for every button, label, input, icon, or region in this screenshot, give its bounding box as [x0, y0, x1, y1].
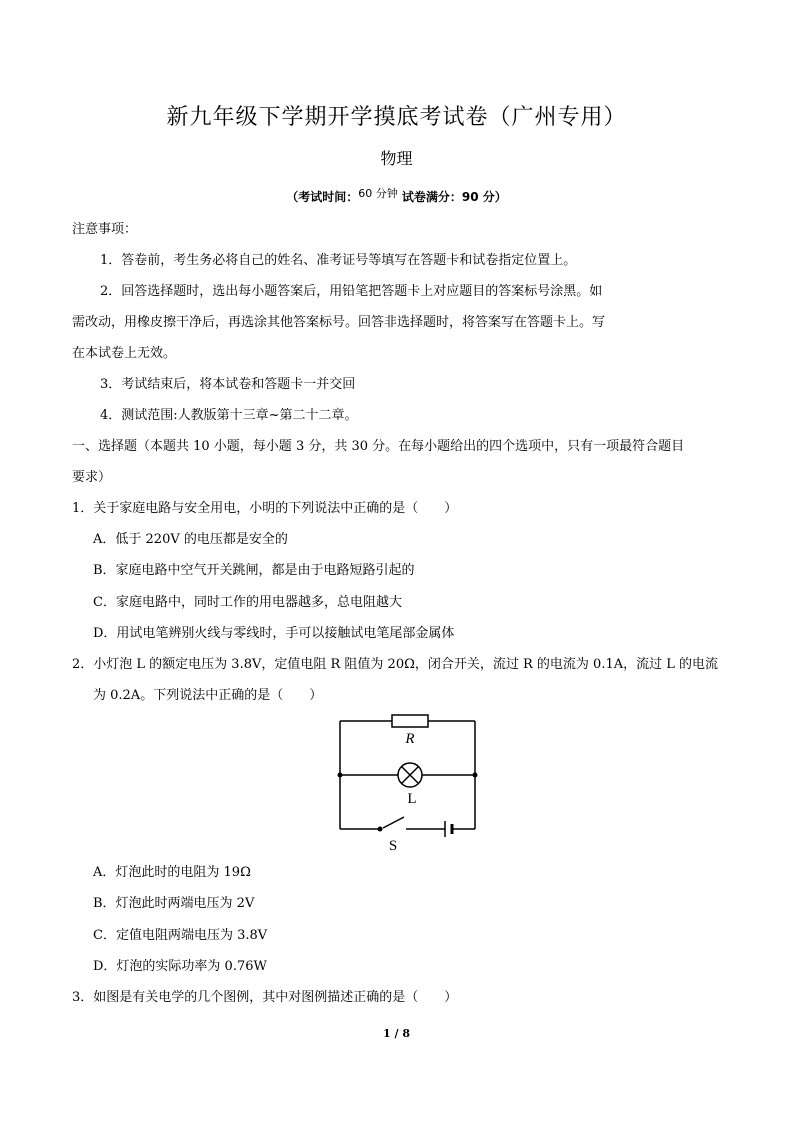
resistor-label: R: [405, 731, 415, 747]
exam-time: 60 分钟: [358, 187, 398, 200]
notice-line-2-end: 在本试卷上无效。: [72, 346, 177, 361]
page-title: 新九年级下学期开学摸底考试卷（广州专用）: [166, 105, 627, 130]
exam-meta: [0, 185, 793, 205]
notice-line-2-cont: 需改动，用橡皮擦干净后，再选涂其他答案标号。回答非选择题时，将答案写在答题卡上。写: [72, 315, 606, 330]
question-2-option-b: B．灯泡此时两端电压为 2V: [93, 896, 255, 911]
section-heading-cont: 要求）: [72, 470, 112, 485]
subject-title: 物理: [380, 149, 413, 168]
junction-right: [473, 773, 478, 778]
notice-line-4: 4．测试范围:人教版第十三章~第二十二章。: [100, 408, 358, 423]
question-2-option-a: A．灯泡此时的电阻为 19Ω: [93, 865, 251, 880]
notice-line-3: 3．考试结束后，将本试卷和答题卡一并交回: [100, 377, 356, 392]
question-1-option-c: C．家庭电路中，同时工作的用电器越多，总电阻越大: [93, 595, 402, 610]
exam-meta-prefix: （考试时间：: [286, 190, 359, 204]
resistor-symbol: [392, 715, 428, 727]
circuit-diagram: [330, 708, 490, 858]
question-1-stem: 1．关于家庭电路与安全用电，小明的下列说法中正确的是（ ）: [72, 501, 458, 516]
question-2-stem: 2．小灯泡 L 的额定电压为 3.8V，定值电阻 R 阻值为 20Ω，闭合开关，流过 R 的电流为 0.1A，流过 L 的电流: [72, 657, 719, 672]
page-number: 1 / 8: [383, 1027, 410, 1040]
switch-label: S: [388, 838, 398, 854]
question-1-option-a: A．低于 220V 的电压都是安全的: [93, 532, 288, 547]
question-2-stem-cont: 为 0.2A。下列说法中正确的是（ ）: [93, 688, 323, 703]
lamp-label: L: [407, 791, 417, 807]
switch-blade: [383, 817, 404, 828]
notice-line-1: 1．答卷前，考生务必将自己的姓名、准考证号等填写在答题卡和试卷指定位置上。: [100, 253, 577, 268]
question-1-option-b: B．家庭电路中空气开关跳闸，都是由于电路短路引起的: [93, 563, 415, 578]
question-2-option-d: D．灯泡的实际功率为 0.76W: [93, 959, 267, 974]
question-3-stem: 3．如图是有关电学的几个图例，其中对图例描述正确的是（ ）: [72, 990, 458, 1005]
switch-pivot: [378, 827, 383, 832]
exam-meta-suffix: 试卷满分：90 分）: [397, 190, 507, 204]
question-1-option-d: D．用试电笔辨别火线与零线时，手可以接触试电笔尾部金属体: [93, 626, 455, 641]
section-heading: 一、选择题（本题共 10 小题，每小题 3 分，共 30 分。在每小题给出的四个选项中，只有一项最符合题目: [72, 439, 685, 454]
junction-left: [338, 773, 343, 778]
notice-heading: 注意事项：: [72, 222, 138, 237]
notice-line-2: 2．回答选择题时，选出每小题答案后，用铅笔把答题卡上对应题目的答案标号涂黑。如: [100, 284, 603, 299]
question-2-option-c: C．定值电阻两端电压为 3.8V: [93, 928, 268, 943]
